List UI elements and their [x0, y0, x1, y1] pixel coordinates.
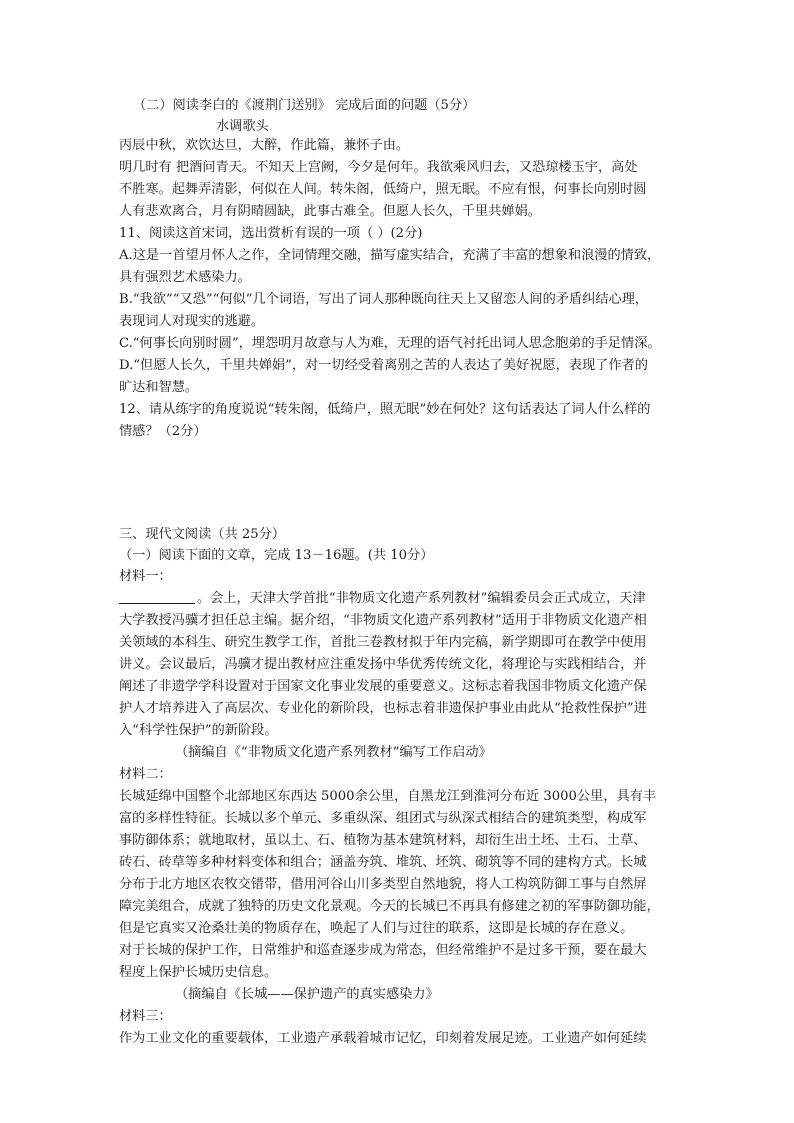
material-1-source: （摘编自《“非物质文化遗产系列教材”编写工作启动》	[175, 745, 492, 760]
option-b: B.“我欲”“又恐”“何似”几个词语，写出了词人那种既向往天上又留恋人间的矛盾纠结心理，	[119, 292, 649, 307]
option-a-cont: 具有强烈艺术感染力。	[119, 270, 251, 285]
poem-line: 人有悲欢离合，月有阴晴圆缺，此事古难全。但愿人长久，千里共婵娟。	[119, 204, 541, 219]
option-c: C.“何事长向别时圆”，埋怨明月故意与人为难，无理的语气衬托出词人思念胞弟的手足情深。	[119, 336, 661, 351]
option-b-cont: 表现词人对现实的逃避。	[119, 314, 265, 329]
material-1-line: 大学教授冯骥才担任总主编。据介绍，“非物质文化遗产系列教材”适用于非物质文化遗产相	[119, 613, 647, 628]
material-2-line: 事防御体系；就地取材，虽以土、石、植物为基本建筑材料，却衍生出土坯、土石、土草、	[119, 833, 647, 848]
material-2-label: 材料二：	[119, 767, 172, 782]
section2-heading: （二）阅读李白的《渡荆门送别》 完成后面的问题（5分）	[133, 98, 476, 113]
option-d: D.“但愿人长久，千里共婵娟”，对一切经受着离别之苦的人表达了美好祝愿，表现了作者的	[119, 358, 648, 373]
material-2-line: 障完美组合，成就了独特的历史文化景观。今天的长城已不再具有修建之初的军事防御功能，	[119, 899, 660, 914]
material-2-line: 对于长城的保护工作，日常维护和巡查逐步成为常态，但经常维护不是过多干预，要在最大	[119, 943, 647, 958]
material-1-line: 关领域的本科生、研究生教学工作，首批三卷教材拟于年内完稿，新学期即可在教学中使用	[119, 635, 647, 650]
section3-heading: 三、现代文阅读（共 25分）	[119, 527, 286, 542]
material-2-line: 长城延绵中国整个北部地区东西达 5000余公里，自黑龙江到淮河分布近 3000公里，具有丰	[119, 789, 657, 804]
poem-line: 不胜寒。起舞弄清影，何似在人间。转朱阁，低绮户，照无眠。不应有恨，何事长向别时圆	[119, 182, 647, 197]
material-3-label: 材料三：	[119, 1009, 172, 1024]
material-2-line: 砖石、砖草等多种材料变体和组合；涵盖夯筑、堆筑、坯筑、砌筑等不同的建构方式。长城	[119, 855, 647, 870]
material-1-line: 讲义。会议最后，冯骥才提出教材应注重发扬中华优秀传统文化，将理论与实践相结合，并	[119, 657, 647, 672]
fill-in-blank[interactable]	[119, 589, 195, 604]
question-11-stem: 11、阅读这首宋词，选出赏析有误的一项（ ）(2分)	[119, 226, 423, 241]
option-d-cont: 旷达和智慧。	[119, 380, 199, 395]
material-2-line: 富的多样性特征。长城以多个单元、多重纵深、组团式与纵深式相结合的建筑类型，构成军	[119, 811, 647, 826]
material-1-line	[119, 588, 679, 610]
material-2-line: 分布于北方地区农牧交错带，借用河谷山川多类型自然地貌，将人工构筑防御工事与自然屏	[119, 877, 647, 892]
option-a: A.这是一首望月怀人之作，全词情理交融，描写虚实结合，充满了丰富的想象和浪漫的情致，	[119, 248, 661, 263]
material-3-line: 作为工业文化的重要载体，工业遗产承载着城市记忆，印刻着发展足迹。工业遗产如何延续	[119, 1031, 647, 1046]
material-1-text: 。会上，天津大学首批“非物质文化遗产系列教材”编辑委员会正式成立，天津	[197, 591, 646, 606]
poem-title: 水调歌头	[216, 119, 269, 134]
material-2-line: 程度上保护长城历史信息。	[119, 965, 278, 980]
material-1-line: 护人才培养进入了高层次、专业化的新阶段，也标志着非遗保护事业由此从“抢救性保护”进	[119, 701, 647, 716]
material-2-source: （摘编自《长城——保护遗产的真实感染力》	[175, 987, 439, 1002]
poem-preface: 丙辰中秋，欢饮达旦，大醉，作此篇，兼怀子由。	[119, 138, 410, 153]
question-12: 12、请从练字的角度说说“转朱阁，低绮户，照无眠”妙在何处？这句话表达了词人什么样的	[119, 402, 651, 417]
material-2-line: 但是它真实又沧桑壮美的物质存在，唤起了人们与过往的联系，这即是长城的存在意义。	[119, 921, 634, 936]
section3-subheading: （一）阅读下面的文章，完成 13－16题。(共 10分）	[119, 548, 434, 563]
poem-line: 明几时有 把酒问青天。不知天上宫阙，今夕是何年。我欲乘风归去，又恐琼楼玉宇，高处	[119, 160, 638, 175]
material-1-line: 阐述了非遗学学科设置对于国家文化事业发展的重要意义。这标志着我国非物质文化遗产保	[119, 679, 647, 694]
material-1-label: 材料一：	[119, 569, 172, 584]
question-12-cont: 情感？（2分）	[119, 424, 207, 439]
material-1-line: 入“科学性保护”的新阶段。	[119, 723, 278, 738]
